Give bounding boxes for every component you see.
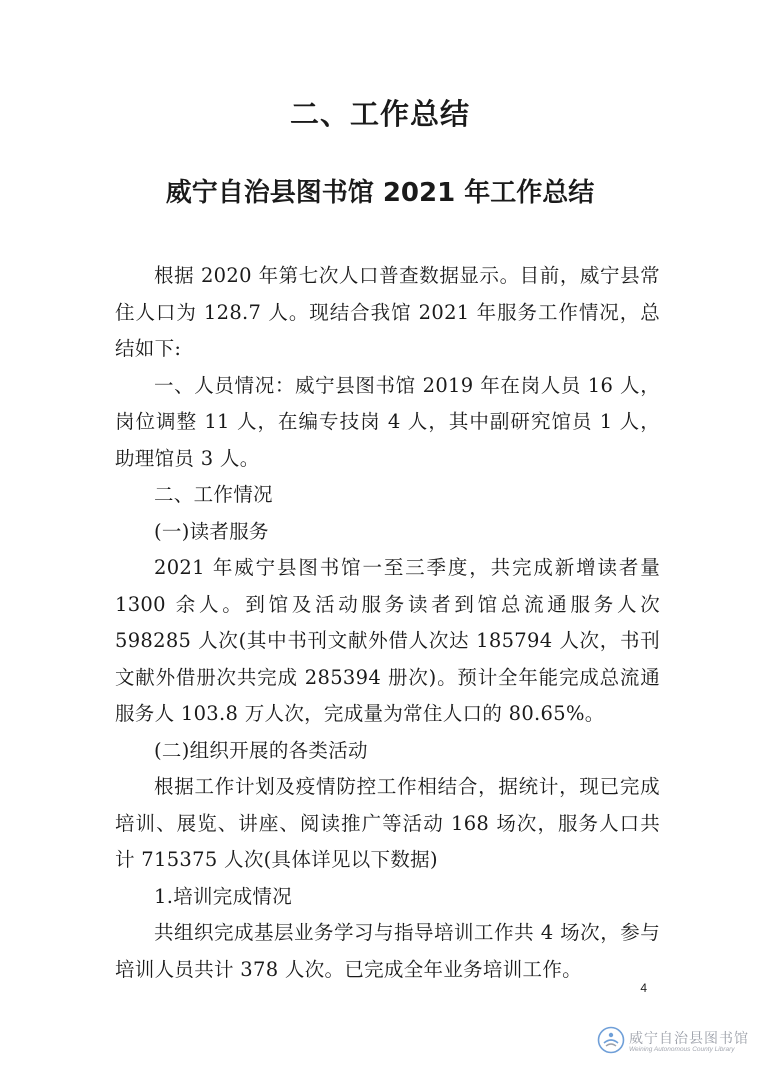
footer-logo-name-cn: 威宁自治县图书馆: [629, 1031, 749, 1047]
footer-logo-name-en: Weining Autonomous County Library: [629, 1046, 735, 1053]
heading-training: 1.培训完成情况: [154, 884, 293, 908]
paragraph-intro: 根据 2020 年第七次人口普查数据显示。目前，威宁县常住人口为 128.7 人。现结合我馆 2021 年服务工作情况，总结如下:: [115, 264, 660, 360]
footer-logo: [597, 1024, 747, 1064]
paragraph-training: 共组织完成基层业务学习与指导培训工作共 4 场次，参与培训人员共计 378 人次。已完成全年业务培训工作。: [115, 921, 660, 981]
section-title: 二、工作总结: [289, 97, 470, 131]
heading-work-status: 二、工作情况: [154, 483, 273, 506]
document-title: 威宁自治县图书馆 2021 年工作总结: [165, 178, 595, 208]
library-emblem-icon: [597, 1026, 625, 1054]
heading-reader-service: (一)读者服务: [154, 519, 269, 543]
paragraph-activities: 根据工作计划及疫情防控工作相结合，据统计，现已完成培训、展览、讲座、阅读推广等活动 168 场次，服务人口共计 715375 人次(具体详见以下数据): [115, 775, 660, 871]
document-body: [115, 258, 660, 988]
page-number: 4: [640, 981, 647, 995]
heading-activities: (二)组织开展的各类活动: [154, 738, 368, 762]
paragraph-reader-service: 2021 年威宁县图书馆一至三季度，共完成新增读者量 1300 余人。到馆及活动服务读者到馆总流通服务人次 598285 人次(其中书刊文献外借人次达 185794 人次，书刊文献外借册次共完成 285394 册次)。预计全年能完成总流通服务人 103.8 万人次，完成量为常住人口的 80.65%。: [115, 556, 660, 725]
paragraph-staff: 一、人员情况：威宁县图书馆 2019 年在岗人员 16 人，岗位调整 11 人，在编专技岗 4 人，其中副研究馆员 1 人，助理馆员 3 人。: [115, 373, 660, 470]
